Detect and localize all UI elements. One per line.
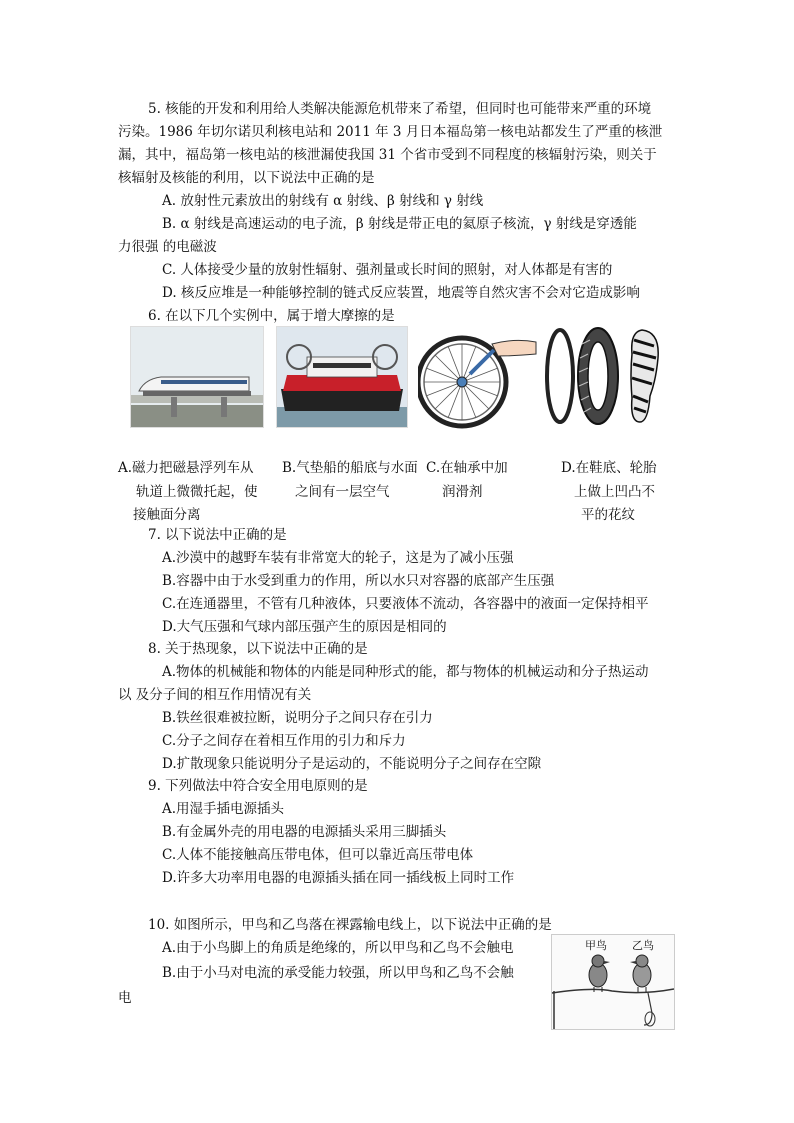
q9-option-d: D.许多大功率用电器的电源插头插在同一插线板上同时工作 xyxy=(162,870,515,886)
q7-option-b: B.容器中由于水受到重力的作用，所以水只对容器的底部产生压强 xyxy=(162,573,555,589)
q6-option-a-line-2: 轨道上微微托起，使 xyxy=(136,484,258,500)
q6-stem: 6. 在以下几个实例中，属于增大摩擦的是 xyxy=(148,308,395,324)
q10-option-b: B.由于小马对电流的承受能力较强，所以甲鸟和乙鸟不会触 xyxy=(162,965,514,981)
q6-option-d-line-1: D.在鞋底、轮胎 xyxy=(561,460,657,476)
q8-option-c: C.分子之间存在着相互作用的引力和斥力 xyxy=(162,733,406,749)
q10-option-b-cont: 电 xyxy=(118,990,132,1006)
tire-and-shoe-sole-image xyxy=(544,324,664,428)
q9-option-c: C.人体不能接触高压带电体，但可以靠近高压带电体 xyxy=(162,847,474,863)
q5-option-c: C. 人体接受少量的放射性辐射、强剂量或长时间的照射，对人体都是有害的 xyxy=(162,262,613,278)
q7-option-d: D.大气压强和气球内部压强产生的原因是相同的 xyxy=(162,619,447,635)
q6-option-b-line-2: 之间有一层空气 xyxy=(295,484,390,500)
q6-option-c-line-1: C.在轴承中加 xyxy=(426,460,508,476)
q6-option-d-line-2: 上做上凹凸不 xyxy=(574,484,655,500)
maglev-train-image xyxy=(130,326,264,428)
q9-option-a: A.用湿手插电源插头 xyxy=(162,801,285,817)
bird-jia-label: 甲鸟 xyxy=(585,939,607,952)
q10-option-a: A.由于小鸟脚上的角质是绝缘的，所以甲鸟和乙鸟不会触电 xyxy=(162,940,514,956)
q9-option-b: B.有金属外壳的用电器的电源插头采用三脚插头 xyxy=(162,824,447,840)
q8-option-a: A.物体的机械能和物体的内能是同种形式的能，都与物体的机械运动和分子热运动 xyxy=(162,664,649,680)
q10-stem: 10. 如图所示，甲鸟和乙鸟落在裸露输电线上，以下说法中正确的是 xyxy=(148,917,552,933)
q9-stem: 9. 下列做法中符合安全用电原则的是 xyxy=(148,778,368,794)
q8-option-a-cont: 以 及分子间的相互作用情况有关 xyxy=(118,687,312,703)
q5-line-2: 污染。1986 年切尔诺贝利核电站和 2011 年 3 月日本福岛第一核电站都发生了严重的核泄 xyxy=(118,124,663,140)
q8-stem: 8. 关于热现象，以下说法中正确的是 xyxy=(148,641,368,657)
q5-option-d: D. 核反应堆是一种能够控制的链式反应装置，地震等自然灾害不会对它造成影响 xyxy=(162,285,640,301)
q8-option-d: D.扩散现象只能说明分子是运动的，不能说明分子之间存在空隙 xyxy=(162,756,542,772)
q6-option-d-line-3: 平的花纹 xyxy=(581,507,635,523)
q6-option-a-line-1: A.磁力把磁悬浮列车从 xyxy=(118,460,254,476)
bicycle-wheel-oiling-image xyxy=(418,324,540,430)
q8-option-b: B.铁丝很难被拉断，说明分子之间只存在引力 xyxy=(162,710,433,726)
q5-line-3: 漏，其中，福岛第一核电站的核泄漏使我国 31 个省市受到不同程度的核辐射污染，则关于 xyxy=(118,147,657,163)
q5-line-4: 核辐射及核能的利用，以下说法中正确的是 xyxy=(118,170,375,186)
q5-line-1: 5. 核能的开发和利用给人类解决能源危机带来了希望，但同时也可能带来严重的环境 xyxy=(148,101,652,117)
q5-option-a: A. 放射性元素放出的射线有 α 射线、β 射线和 γ 射线 xyxy=(162,193,484,209)
hovercraft-image xyxy=(276,326,408,428)
birds-on-wire-figure xyxy=(551,934,675,1030)
q5-option-b-cont: 力很强 的电磁波 xyxy=(118,239,217,255)
q7-option-a: A.沙漠中的越野车装有非常宽大的轮子，这是为了减小压强 xyxy=(162,550,514,566)
q6-option-a-line-3: 接触面分离 xyxy=(133,507,201,523)
q5-option-b: B. α 射线是高速运动的电子流，β 射线是带正电的氦原子核流，γ 射线是穿透能 xyxy=(162,216,637,232)
q7-stem: 7. 以下说法中正确的是 xyxy=(148,527,287,543)
bird-yi-label: 乙鸟 xyxy=(632,939,654,952)
q6-option-b-line-1: B.气垫船的船底与水面 xyxy=(282,460,418,476)
q7-option-c: C.在连通器里，不管有几种液体，只要液体不流动，各容器中的液面一定保持相平 xyxy=(162,596,649,612)
q6-option-c-line-2: 润滑剂 xyxy=(442,484,483,500)
